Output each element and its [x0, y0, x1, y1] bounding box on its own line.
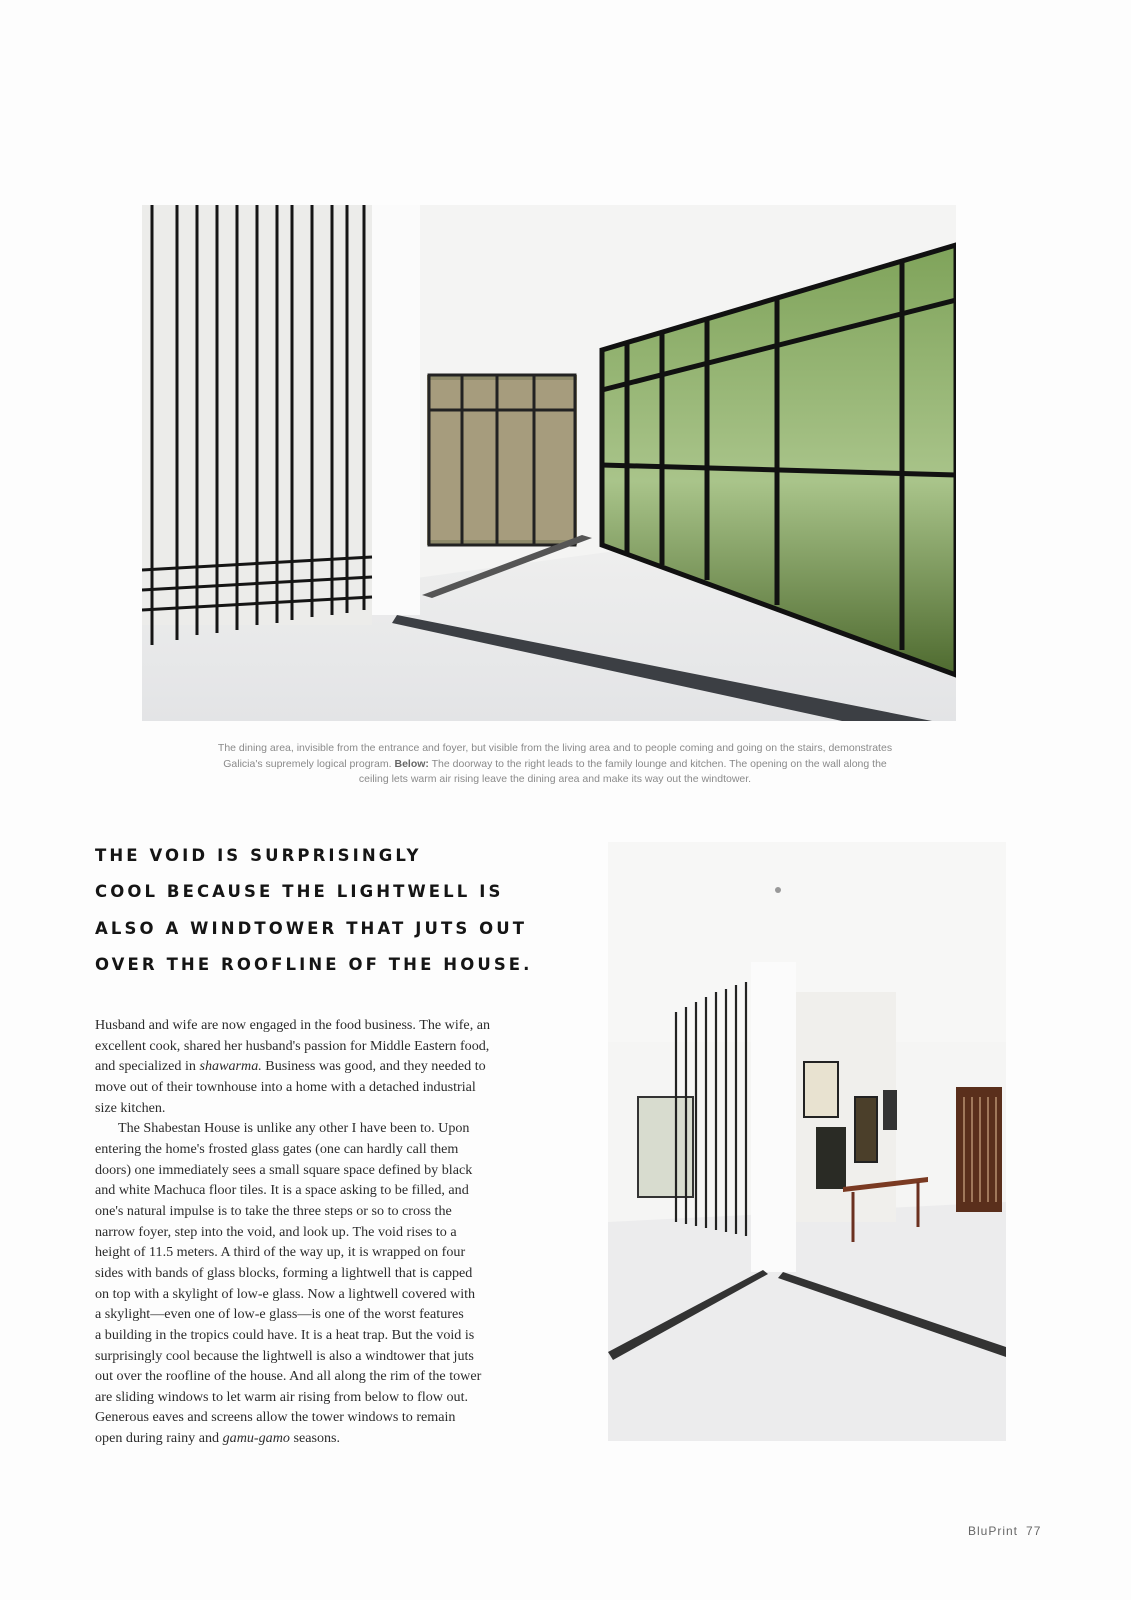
caption-text: Galicia's supremely logical program. — [223, 757, 392, 770]
caption-line — [135, 757, 975, 773]
pull-quote-line: COOL BECAUSE THE LIGHTWELL IS — [95, 882, 504, 902]
caption-line: ceiling lets warm air rising leave the dining area and make its way out the windtower. — [358, 773, 752, 785]
body-line: narrow foyer, step into the void, and look up. The void rises to a — [95, 1223, 457, 1240]
italic-term: gamu-gamo — [222, 1430, 290, 1447]
italic-term: shawarma. — [199, 1058, 262, 1075]
caption-text: The doorway to the right leads to the family lounge and kitchen. The opening on the wall along the — [431, 757, 887, 770]
pull-quote-line: ALSO A WINDTOWER THAT JUTS OUT — [95, 918, 528, 938]
page-footer — [968, 1524, 1049, 1538]
body-text: open during rainy and — [95, 1430, 223, 1447]
body-line — [95, 1428, 545, 1449]
magazine-name: BluPrint — [968, 1524, 1019, 1538]
pull-quote-line: OVER THE ROOFLINE OF THE HOUSE. — [95, 954, 533, 974]
body-line: a building in the tropics could have. It is a heat trap. But the void is — [95, 1326, 475, 1343]
dining-area-photo — [142, 205, 956, 721]
body-line: on top with a skylight of low-e glass. Now a lightwell covered with — [95, 1285, 476, 1302]
body-line: one's natural impulse is to take the three steps or so to cross the — [95, 1202, 452, 1219]
caption-line: The dining area, invisible from the entrance and foyer, but visible from the living area and to people coming and going on the stairs, demonstrates — [217, 742, 893, 754]
body-text: Business was good, and they needed to — [261, 1058, 486, 1075]
pull-quote-line: THE VOID IS SURPRISINGLY — [95, 846, 422, 865]
body-line: entering the home's frosted glass gates (one can hardly call them — [95, 1140, 459, 1157]
doorway-photo — [608, 842, 1006, 1441]
body-line: height of 11.5 meters. A third of the way up, it is wrapped on four — [95, 1244, 466, 1261]
body-line: a skylight—even one of low-e glass—is one of the worst features — [95, 1306, 464, 1323]
body-line: Husband and wife are now engaged in the food business. The wife, an — [95, 1017, 491, 1033]
photo-caption — [135, 741, 975, 788]
body-line: excellent cook, shared her husband's passion for Middle Eastern food, — [95, 1037, 490, 1054]
body-line: size kitchen. — [95, 1099, 166, 1116]
body-line: and white Machuca floor tiles. It is a space asking to be filled, and — [95, 1182, 469, 1199]
body-text: and specialized in — [95, 1058, 200, 1075]
body-line — [95, 1056, 545, 1077]
caption-label-below: Below: — [394, 757, 429, 770]
pull-quote — [95, 838, 575, 983]
body-line: The Shabestan House is unlike any other I have been to. Upon — [118, 1120, 470, 1137]
article-body — [95, 1015, 545, 1449]
body-line: sides with bands of glass blocks, forming a lightwell that is capped — [95, 1264, 473, 1281]
body-text: seasons. — [289, 1430, 341, 1447]
body-line: surprisingly cool because the lightwell is also a windtower that juts — [95, 1347, 474, 1364]
body-line: out over the roofline of the house. And all along the rim of the tower — [95, 1368, 482, 1385]
body-line: move out of their townhouse into a home with a detached industrial — [95, 1078, 476, 1095]
body-line: Generous eaves and screens allow the tower windows to remain — [95, 1409, 456, 1426]
body-line: doors) one immediately sees a small square space defined by black — [95, 1161, 473, 1178]
page-number: 77 — [1026, 1524, 1042, 1538]
body-line: are sliding windows to let warm air rising from below to flow out. — [95, 1388, 469, 1405]
